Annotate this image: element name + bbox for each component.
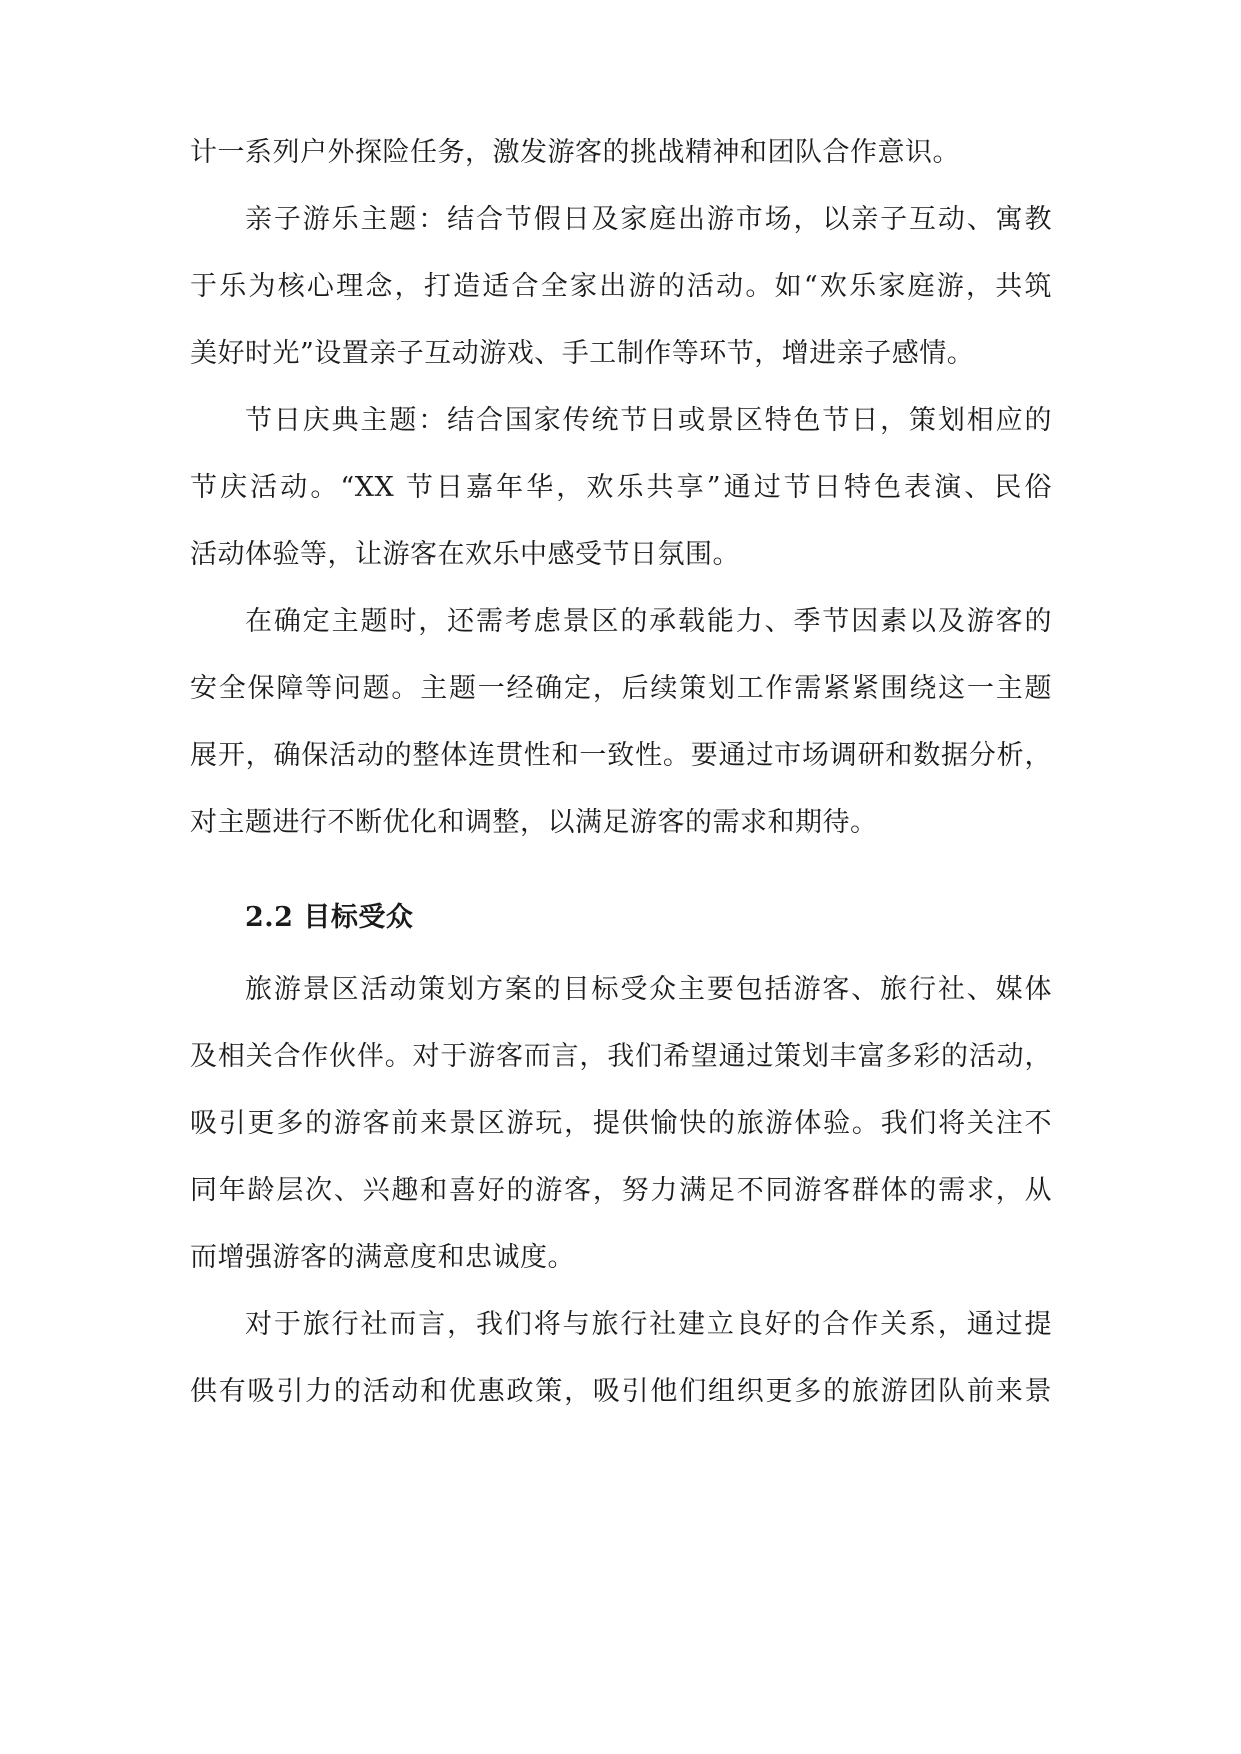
paragraph-line: 亲子游乐主题：结合节假日及家庭出游市场，以亲子互动、寓教: [245, 204, 1052, 235]
paragraph-line: 对于旅行社而言，我们将与旅行社建立良好的合作关系，通过提: [245, 1309, 1052, 1340]
paragraph-line: 供有吸引力的活动和优惠政策，吸引他们组织更多的旅游团队前来景: [190, 1376, 1052, 1407]
paragraph-line: 于乐为核心理念，打造适合全家出游的活动。如“欢乐家庭游，共筑: [190, 271, 1052, 302]
paragraph-line: 旅游景区活动策划方案的目标受众主要包括游客、旅行社、媒体: [245, 974, 1052, 1005]
paragraph-line: 在确定主题时，还需考虑景区的承载能力、季节因素以及游客的: [245, 606, 1052, 637]
paragraph-line: 节庆活动。“XX 节日嘉年华，欢乐共享”通过节日特色表演、民俗: [190, 472, 1052, 503]
section-heading: 2.2 目标受众: [245, 902, 414, 933]
paragraph-line: 美好时光”设置亲子互动游戏、手工制作等环节，增进亲子感情。: [190, 338, 975, 369]
paragraph-line: 安全保障等问题。主题一经确定，后续策划工作需紧紧围绕这一主题: [190, 673, 1052, 704]
paragraph-line: 同年龄层次、兴趣和喜好的游客，努力满足不同游客群体的需求，从: [190, 1175, 1052, 1206]
paragraph-line: 对主题进行不断优化和调整，以满足游客的需求和期待。: [190, 807, 878, 838]
paragraph-line: 而增强游客的满意度和忠诚度。: [190, 1242, 575, 1273]
paragraph-line: 吸引更多的游客前来景区游玩，提供愉快的旅游体验。我们将关注不: [190, 1108, 1052, 1139]
paragraph-line: 展开，确保活动的整体连贯性和一致性。要通过市场调研和数据分析，: [190, 740, 1052, 771]
paragraph-line: 计一系列户外探险任务，激发游客的挑战精神和团队合作意识。: [190, 137, 960, 168]
paragraph-line: 及相关合作伙伴。对于游客而言，我们希望通过策划丰富多彩的活动，: [190, 1041, 1052, 1072]
paragraph-line: 节日庆典主题：结合国家传统节日或景区特色节日，策划相应的: [245, 405, 1052, 436]
paragraph-line: 活动体验等，让游客在欢乐中感受节日氛围。: [190, 539, 740, 570]
